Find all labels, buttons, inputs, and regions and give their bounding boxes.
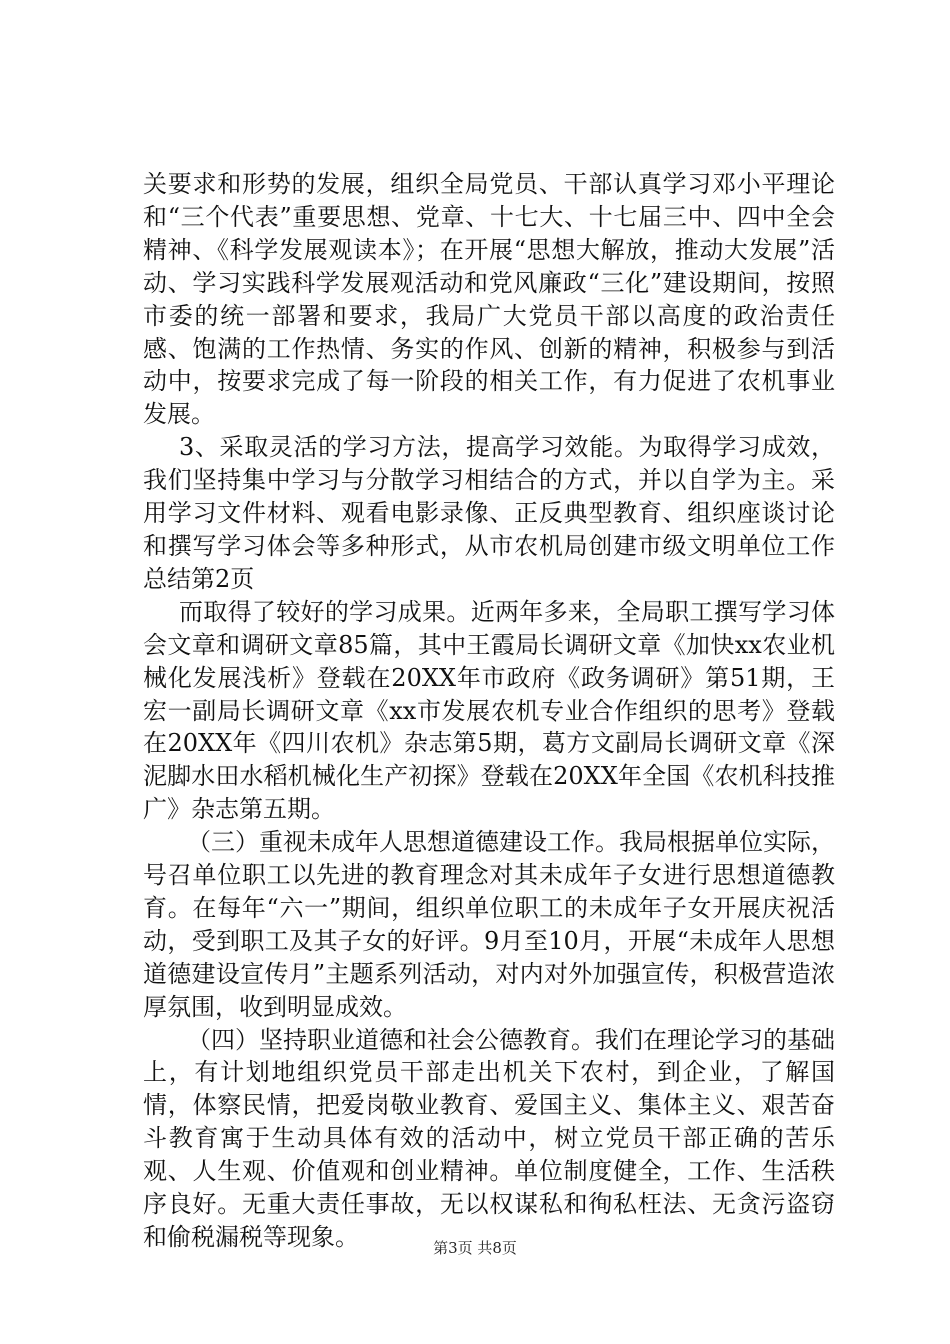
- paragraph-study-methods: 3、采取灵活的学习方法，提高学习效能。为取得学习成效，我们坚持集中学习与分散学习相结合的方式，并以自学为主。采用学习文件材料、观看电影录像、正反典型教育、组织座谈讨论和撰写学习体会等多种形式，从市农机局创建市级文明单位工作总结第2页: [143, 433, 835, 593]
- paragraph-minors-education: （三）重视未成年人思想道德建设工作。我局根据单位实际，号召单位职工以先进的教育理念对其未成年子女进行思想道德教育。在每年“六一”期间，组织单位职工的未成年子女开展庆祝活动，受到职工及其子女的好评。9月至10月，开展“未成年人思想道德建设宣传月”主题系列活动，对内对外加强宣传，积极营造浓厚氛围，收到明显成效。: [143, 828, 835, 1021]
- paragraph-professional-ethics: （四）坚持职业道德和社会公德教育。我们在理论学习的基础上，有计划地组织党员干部走出机关下农村，到企业，了解国情，体察民情，把爱岗敬业教育、爱国主义、集体主义、艰苦奋斗教育寓于生动具体有效的活动中，树立党员干部正确的苦乐观、人生观、价值观和创业精神。单位制度健全，工作、生活秩序良好。无重大责任事故，无以权谋私和徇私枉法、无贪污盗窃和偷税漏税等现象。: [143, 1025, 835, 1251]
- page-number-label: 第3页 共8页: [433, 1239, 517, 1257]
- document-body: [143, 168, 835, 1254]
- paragraph-continuation: 关要求和形势的发展，组织全局党员、干部认真学习邓小平理论和“三个代表”重要思想、党章、十七大、十七届三中、四中全会精神、《科学发展观读本》；在开展“思想大解放，推动大发展”活动、学习实践科学发展观活动和党风廉政“三化”建设期间，按照市委的统一部署和要求，我局广大党员干部以高度的政治责任感、饱满的工作热情、务实的作风、创新的精神，积极参与到活动中，按要求完成了每一阶段的相关工作，有力促进了农机事业发展。: [143, 170, 835, 429]
- page-footer: [0, 1238, 950, 1258]
- paragraph-study-results: 而取得了较好的学习成果。近两年多来，全局职工撰写学习体会文章和调研文章85篇，其中王霞局长调研文章《加快xx农业机械化发展浅析》登载在20XX年市政府《政务调研》第51期，王宏一副局长调研文章《xx市发展农机专业合作组织的思考》登载在20XX年《四川农机》杂志第5期，葛方文副局长调研文章《深泥脚水田水稻机械化生产初探》登载在20XX年全国《农机科技推广》杂志第五期。: [143, 597, 835, 824]
